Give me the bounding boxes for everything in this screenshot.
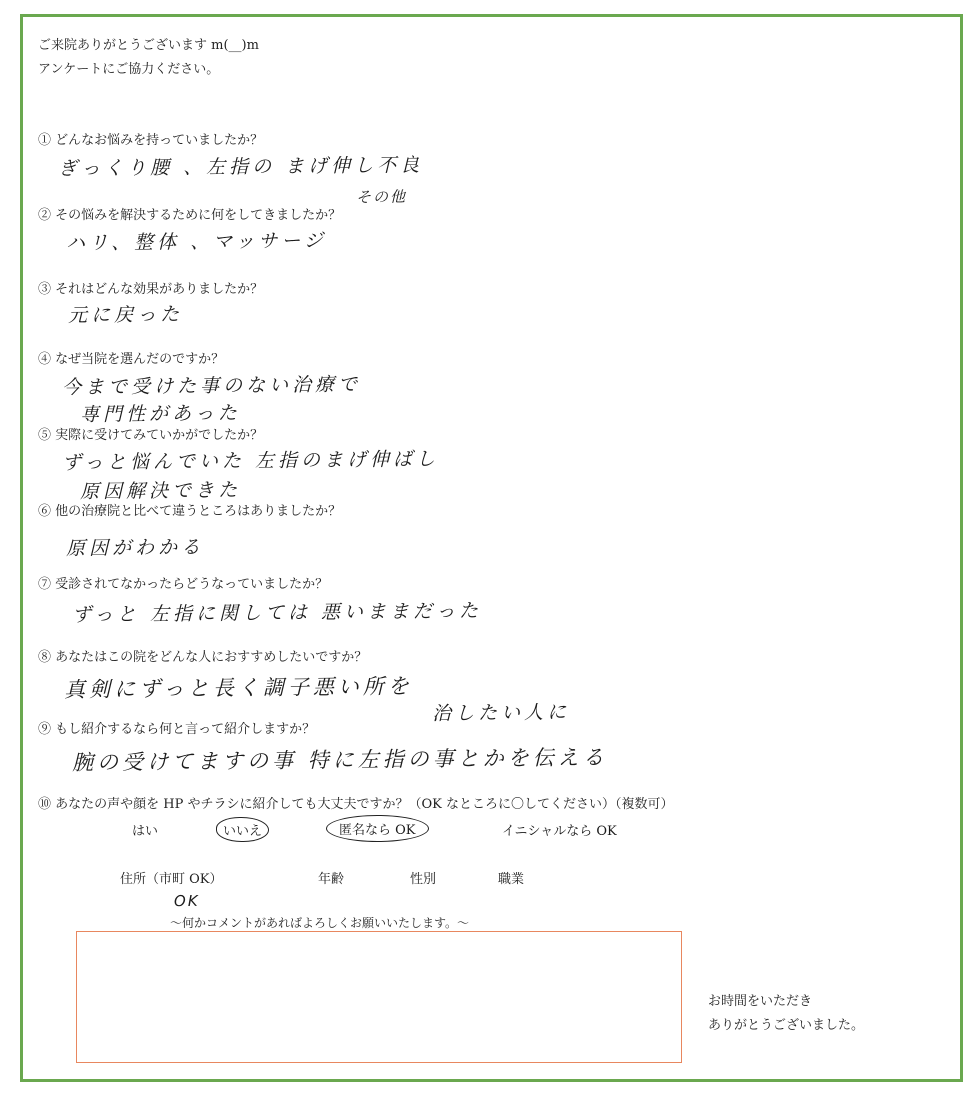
job-label: 職業: [498, 872, 525, 887]
question-2-label: ② その悩みを解決するために何をしてきましたか？: [38, 208, 342, 223]
age-label: 年齢: [318, 872, 345, 887]
question-8-answer-line2: 治したい人に: [431, 701, 571, 725]
question-3-label: ③ それはどんな効果がありましたか？: [38, 282, 264, 297]
comment-box[interactable]: [76, 931, 682, 1063]
consent-option-yes[interactable]: はい: [132, 824, 159, 839]
question-3-answer: 元に戻った: [67, 303, 184, 327]
question-5-answer-line1: ずっと悩んでいた 左指のまげ伸ばし: [61, 448, 440, 474]
question-2-note: その他: [355, 187, 408, 207]
question-1-answer: ぎっくり腰 、左指の まげ伸し不良: [57, 154, 424, 180]
question-8-label: ⑧ あなたはこの院をどんな人におすすめしたいですか？: [38, 650, 368, 665]
question-5-label: ⑤ 実際に受けてみていかがでしたか？: [38, 428, 264, 443]
address-answer: OK: [173, 891, 200, 911]
question-2-answer: ハリ、整体 、マッサージ: [65, 229, 328, 255]
question-9-answer: 腕の受けてますの事 特に左指の事とかを伝える: [71, 745, 608, 775]
question-8-answer-line1: 真剣にずっと長く調子悪い所を: [63, 674, 413, 702]
question-6-label: ⑥ 他の治療院と比べて違うところはありましたか？: [38, 504, 342, 519]
survey-request-line: アンケートにご協力ください。: [38, 62, 220, 77]
question-9-label: ⑨ もし紹介するなら何と言って紹介しますか？: [38, 722, 316, 737]
question-7-label: ⑦ 受診されてなかったらどうなっていましたか？: [38, 577, 329, 592]
greeting-line: ご来院ありがとうございます m(__)m: [38, 38, 259, 53]
question-7-answer: ずっと 左指に関しては 悪いままだった: [71, 599, 483, 627]
question-5-answer-line2: 原因解決できた: [79, 479, 242, 503]
question-10-label: ⑩ あなたの声や顔を HP やチラシに紹介しても大丈夫ですか？（OK なところに〇してください）（複数可）: [38, 797, 674, 812]
closing-line2: ありがとうございました。: [708, 1018, 865, 1033]
question-6-answer: 原因がわかる: [65, 536, 205, 560]
question-4-label: ④ なぜ当院を選んだのですか？: [38, 352, 225, 367]
question-4-answer-line2: 専門性があった: [79, 402, 241, 426]
consent-option-anonymous[interactable]: 匿名なら OK: [326, 815, 429, 842]
question-1-label: ① どんなお悩みを持っていましたか？: [38, 133, 264, 148]
consent-option-no[interactable]: いいえ: [216, 817, 269, 842]
closing-line1: お時間をいただき: [708, 994, 813, 1009]
consent-option-initials[interactable]: イニシャルなら OK: [502, 824, 617, 839]
comment-prompt: ～何かコメントがあればよろしくお願いいたします。～: [170, 916, 470, 930]
gender-label: 性別: [410, 872, 437, 887]
question-4-answer-line1: 今まで受けた事のない治療で: [61, 373, 362, 399]
address-label: 住所（市町 OK）: [120, 872, 223, 887]
